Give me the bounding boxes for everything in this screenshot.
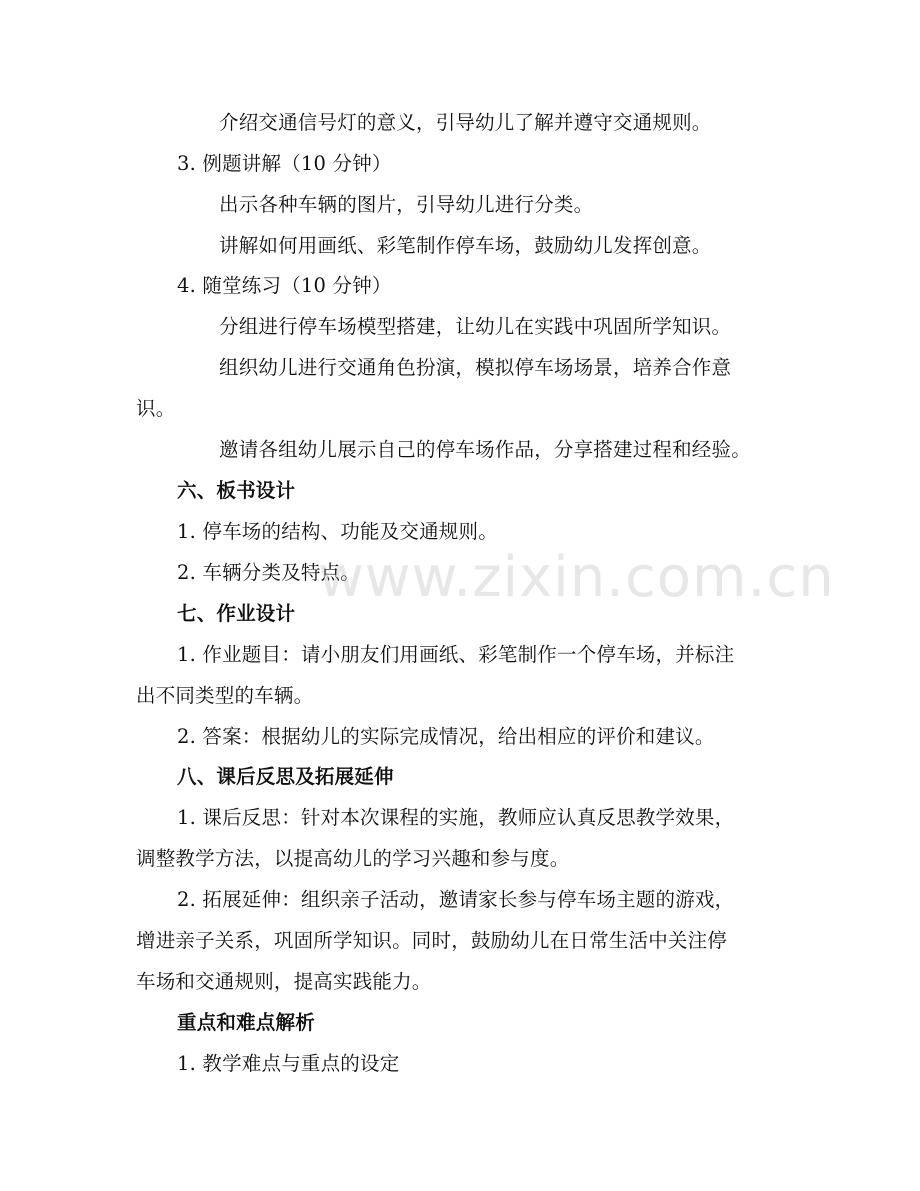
paragraph-line: 识。 [136,397,176,420]
paragraph-line: 出示各种车辆的图片，引导幼儿进行分类。 [219,193,594,216]
paragraph-line: 调整教学方法，以提高幼儿的学习兴趣和参与度。 [136,847,570,870]
list-item-heading: 4. 随堂练习（10 分钟） [177,274,392,297]
section-heading: 重点和难点解析 [177,1011,315,1034]
list-item: 1. 教学难点与重点的设定 [177,1052,400,1075]
paragraph-line: 出不同类型的车辆。 [136,684,314,707]
paragraph-line: 车场和交通规则，提高实践能力。 [136,970,432,993]
section-heading: 八、课后反思及拓展延伸 [177,765,394,788]
list-item: 1. 停车场的结构、功能及交通规则。 [177,520,498,543]
section-heading: 六、板书设计 [177,479,296,502]
section-heading: 七、作业设计 [177,602,296,625]
watermark: www.zixin.com.cn [318,545,835,610]
paragraph-line: 增进亲子关系，巩固所学知识。同时，鼓励幼儿在日常生活中关注停 [136,929,728,952]
paragraph-line: 分组进行停车场模型搭建，让幼儿在实践中巩固所学知识。 [219,315,732,338]
paragraph-line: 邀请各组幼儿展示自己的停车场作品，分享搭建过程和经验。 [219,438,751,461]
paragraph-line: 讲解如何用画纸、彩笔制作停车场，鼓励幼儿发挥创意。 [219,234,712,257]
list-item-heading: 3. 例题讲解（10 分钟） [177,152,392,175]
list-item: 2. 车辆分类及特点。 [177,561,361,584]
paragraph-line: 介绍交通信号灯的意义，引导幼儿了解并遵守交通规则。 [219,111,712,134]
list-item: 1. 课后反思：针对本次课程的实施，教师应认真反思教学效果， [177,806,735,829]
list-item: 2. 答案：根据幼儿的实际完成情况，给出相应的评价和建议。 [177,725,715,748]
paragraph-line: 组织幼儿进行交通角色扮演，模拟停车场场景，培养合作意 [219,356,732,379]
list-item: 2. 拓展延伸：组织亲子活动，邀请家长参与停车场主题的游戏， [177,888,735,911]
list-item: 1. 作业题目：请小朋友们用画纸、彩笔制作一个停车场，并标注 [177,643,735,666]
